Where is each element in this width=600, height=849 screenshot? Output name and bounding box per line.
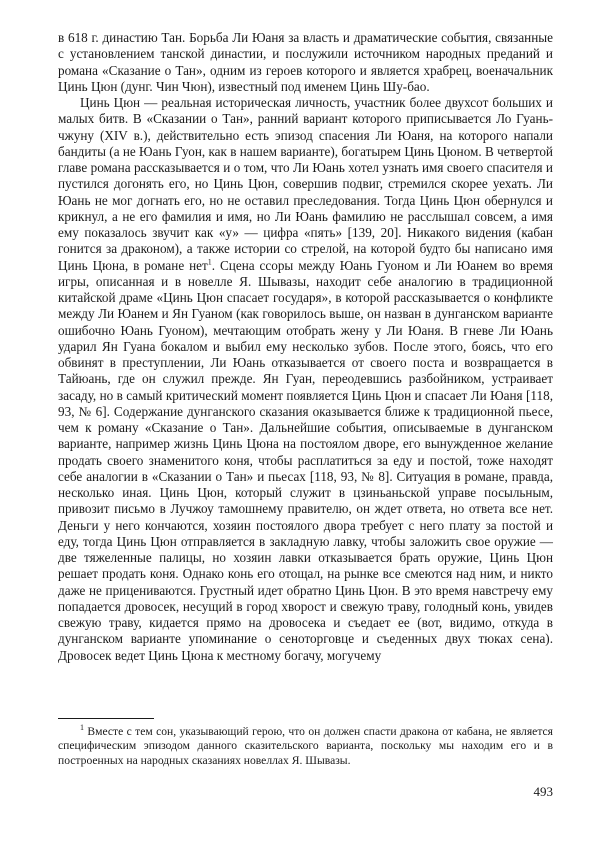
footnote-divider: [58, 718, 154, 719]
footnote-marker: 1: [80, 723, 84, 733]
footnote-text: Вместе с тем сон, указывающий герою, что он должен спасти дракона от кабана, не является специфическим эпизодом данного сказительского варианта, поскольку мы находим его и в построенных на народных сказаниях новеллах Я. Шывазы.: [58, 725, 554, 767]
paragraph-text-part-1: Цинь Цюн — реальная историческая личность, участник более двухсот больших и малых битв. В «Сказании о Тан», ранний вариант которого приписывается Ло Гуань-чжуну (XIV в.), действительно есть эпизод спасения Ли Юаня, на которого напали бандиты (а не Юань Гуон, как в нашем варианте), богатырем Цинь Цюном. В четвертой главе романа рассказывается и о том, что Ли Юань хотел узнать имя своего спасителя и пустился догонять его, но Цинь Цюн, совершив подвиг, стремился скорее уехать. Ли Юань не мог догнать его, но не оставил преследования. Тогда Цинь Цюн обернулся и крикнул, а не его фамилия и имя, но Ли Юань фамилию не расслышал совсем, а имя ему показалось звучит как «у» — цифра «пять» [139, 20]. Никакого видения (кабан гонится за драконом), а также истории со стрелой, на которой будто бы написано имя Цинь Цюна, в романе нет: [58, 95, 553, 273]
paragraph-continuation: в 618 г. династию Тан. Борьба Ли Юаня за власть и драматические события, связанные с установлением танской династии, и послужили источником народных преданий и романа «Сказание о Тан», одним из героев которого и является храбрец, военачальник Цинь Цюн (дунг. Чин Чюн), известный под именем Цинь Шу-бао.: [58, 30, 553, 94]
footnote-reference: 1: [207, 257, 212, 267]
page-body: [58, 30, 553, 664]
page-number: 493: [533, 784, 553, 799]
footnote: [58, 725, 553, 768]
paragraph-text-part-2: . Сцена ссоры между Юань Гуоном и Ли Юанем во время игры, описанная и в новелле Я. Шывазы, находит себе аналогию в традиционной китайской драме «Цинь Цюн спасает государя», в которой рассказывается о конфликте между Ли Юанем и Ян Гуаном (как говорилось выше, он назван в дунганском варианте ошибочно Юань Гуоном), мечтающим отобрать жену у Ли Юаня. В гневе Ли Юань ударил Ян Гуана бокалом и выбил ему несколько зубов. После этого, боясь, что его обвинят в преступлении, Ли Юань отказывается от своего поста и возвращается в Тайюань, где он служил прежде. Ян Гуан, переодевшись разбойником, устраивает засаду, но в самый критический момент появляется Цинь Цюн и спасает Ли Юаня [118, 93, № 6]. Содержание дунганского сказания оказывается ближе к традиционной пьесе, чем к роману «Сказание о Тан». Дальнейшие события, описываемые в дунганском варианте, например жизнь Цинь Цюна на постоялом дворе, его вынужденное желание продать своего знаменитого коня, чтобы расплатиться за еду и постой, тоже находят себе аналогии в «Сказании о Тан» и пьесах [118, 93, № 8]. Ситуация в романе, правда, несколько иная. Цинь Цюн, который служит в цзиньаньской управе посыльным, привозит письмо в Лучжоу тамошнему правителю, он ждет ответа, но ответа все нет. Деньги у него кончаются, хозяин постоялого двора требует с него плату за постой и еду, тогда Цинь Цюн отправляется в закладную лавку, чтобы заложить свое оружие — две тяжеленные палицы, но хозяин лавки отказывается брать оружие, Цинь Цюн решает продать коня. Однако конь его отощал, на рынке все смеются над ним, и никто даже не прицениваются. Грустный идет обратно Цинь Цюн. В это время навстречу ему попадается дровосек, несущий в город хворост и свежую траву, голодный конь, увидев свежую траву, кидается прямо на дровосека и съедает ее (вот, видимо, откуда в дунганском варианте упоминание о сеноторговце и съеденных двух тюках сена). Дровосек ведет Цинь Цюна к местному богачу, могучему: [58, 257, 554, 663]
paragraph-qin-qiong: [58, 95, 553, 664]
